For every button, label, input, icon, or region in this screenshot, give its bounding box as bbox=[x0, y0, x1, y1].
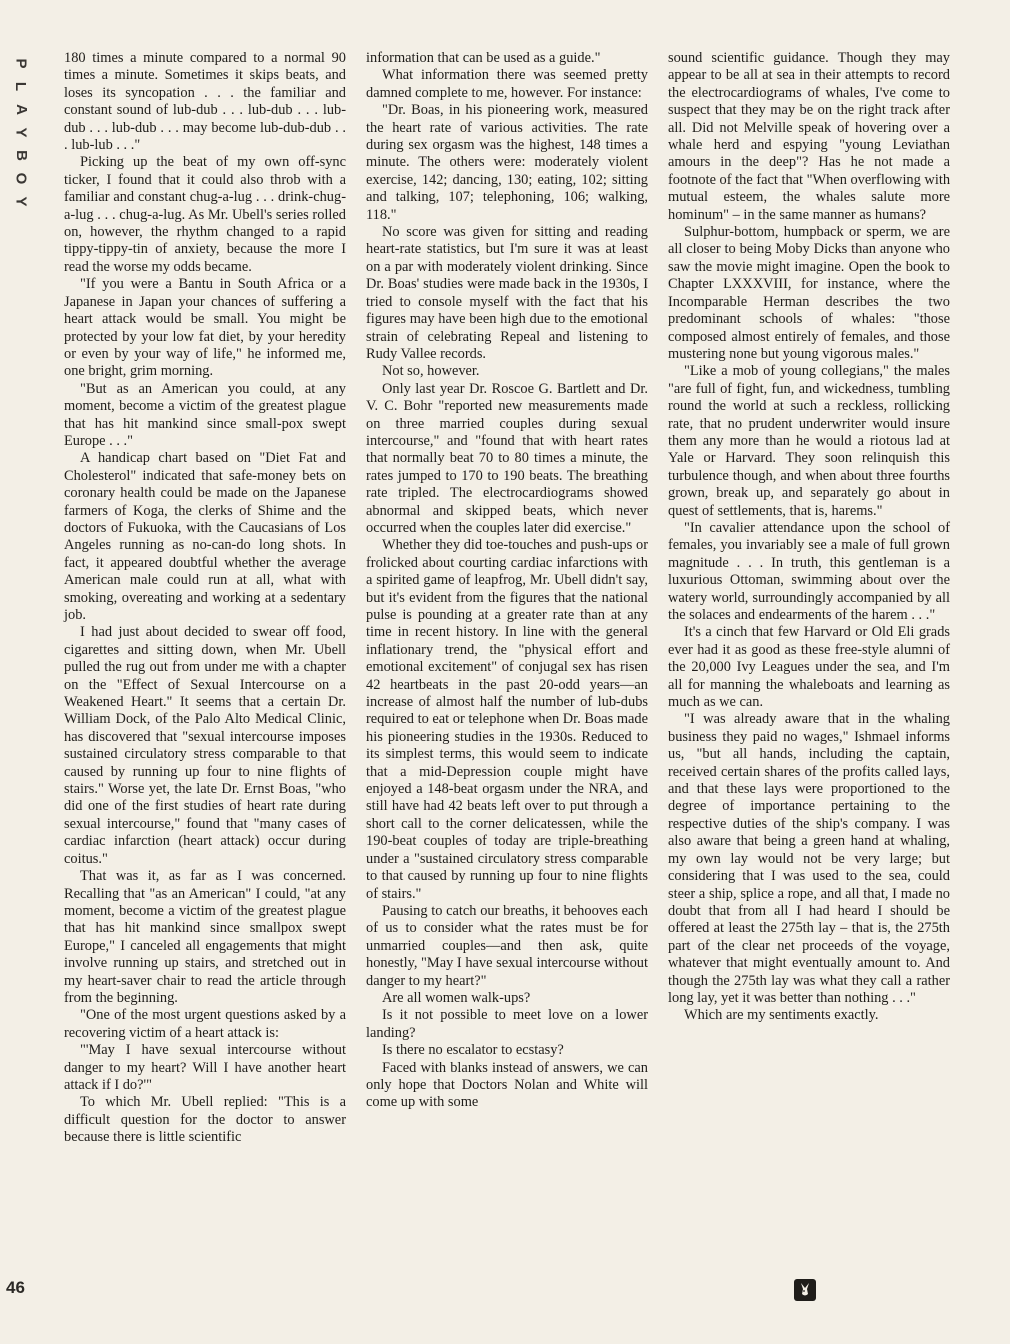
paragraph: sound scientific guidance. Though they may appear to be all at sea in their attempts to record the electrocardiograms of whales, I've come to suspect that they may be on the right track after all. Did not Melville speak of hovering over a whale herd and espying "young Leviathan amours in the deep"? Has he not made a footnote of the fact that "When overflowing with mutual esteem, the whales salute more hominum" – in the same manner as humans? bbox=[668, 50, 951, 223]
paragraph: "I was already aware that in the whaling business they paid no wages," Ishmael informs us, "but all hands, including the captain, received certain shares of the profits called lays, and that these lays were proportioned to the degree of importance pertaining to the respective duties of the ship's company. I was also aware that being a green hand at whaling, my own lay would not be very large; but considering that I was used to the sea, could steer a ship, splice a rope, and all that, I made no doubt that from all I had heard I should be offered at least the 275th lay – that is, the 275th part of the clear net proceeds of the voyage, whatever that might eventually amount to. And though the 275th lay was what they call a rather long lay, yet it was better than nothing . . ." bbox=[668, 711, 950, 1006]
paragraph: No score was given for sitting and reading heart-rate statistics, but I'm sure it was at least on a par with moderately violent drinking. Since Dr. Boas' studies were made back in the 1930s, I tried to console myself with the fact that his figures may have been high due to the emotional strain of celebrating Repeal and listening to Rudy Vallee records. bbox=[366, 224, 648, 362]
paragraph: "One of the most urgent questions asked by a recovering victim of a heart attack is: bbox=[64, 1007, 346, 1041]
paragraph: A handicap chart based on "Diet Fat and Cholesterol" indicated that safe-money bets on coronary health could be made on the Japanese farmers of Koga, the clerks of Shime and the doctors of Fukuoka, with the Caucasians of Los Angeles running as no-can-do long shots. In fact, it appeared doubtful whether the average American male could run at all, what with smoking, overeating and working at a sedentary job. bbox=[64, 450, 346, 623]
rabbit-head-icon-glyph bbox=[797, 1282, 813, 1298]
magazine-sidebar-logo bbox=[8, 52, 34, 213]
paragraph: Whether they did toe-touches and push-ups or frolicked about courting cardiac infarctions with a spirited game of leapfrog, Mr. Ubell didn't say, but it's evident from the figures that the national pulse is pounding at a greater rate than at any time in recent history. In line with the general inflationary trend, the "physical effort and emotional excitement" of conjugal sex has risen 42 heartbeats in the past 20-odd years—an increase of almost half the number of lub-dubs required to eat or telephone when Dr. Boas made his pioneering studies in the 1930s. Reduced to its simplest terms, this would seem to indicate that a mid-Depression couple might have enjoyed a 148-beat orgasm under the NRA, and still have had 42 beats left over to put through a short call to the corner delicatessen, while the 190-beat couples of today are triple-breathing under a "sustained circulatory stress comparable to that caused by running up four to nine flights of stairs." bbox=[366, 537, 648, 902]
paragraph: "Dr. Boas, in his pioneering work, measured the heart rate of various activities. The rate during sex orgasm was the highest, 148 times a minute. The others were: moderately violent exercise, 142; dancing, 130; eating, 102; sitting and talking, 107; telephoning, 106; walking, 118." bbox=[366, 102, 648, 223]
paragraph: Not so, however. bbox=[382, 363, 480, 380]
sidebar-letter: A bbox=[12, 104, 30, 115]
paragraph: Faced with blanks instead of answers, we can only hope that Doctors Nolan and White will come up with some bbox=[366, 1059, 648, 1111]
paragraph: information that can be used as a guide." bbox=[366, 50, 601, 66]
sidebar-letter: L bbox=[12, 81, 30, 92]
sidebar-letter: Y bbox=[12, 127, 30, 138]
paragraph: It's a cinch that few Harvard or Old Eli grads ever had it as good as these free-style alumni of the 20,000 Ivy Leagues under the sea, and I'm all for manning the whaleboats and learning as much as we can. bbox=[668, 624, 950, 711]
paragraph: What information there was seemed pretty damned complete to me, however. For instance: bbox=[366, 67, 648, 101]
paragraph: Are all women walk-ups? bbox=[382, 989, 531, 1006]
paragraph: Which are my sentiments exactly. bbox=[684, 1007, 879, 1024]
sidebar-letter: Y bbox=[12, 196, 30, 207]
paragraph: I had just about decided to swear off food, cigarettes and sitting down, when Mr. Ubell pulled the rug out from under me with a chapter on the "Effect of Sexual Intercourse on a Weakened Heart." It seems that a certain Dr. William Dock, of the Palo Alto Medical Clinic, has discovered that "sexual intercourse imposes sustained circulatory stress comparable to that caused by running up four to nine flights of stairs." Worse yet, the late Dr. Ernst Boas, "who did one of the first studies of heart rate during sexual intercourse," found that "many cases of cardiac infarction (heart attack) occur during coitus." bbox=[64, 624, 346, 867]
text-column-2 bbox=[366, 50, 648, 1112]
paragraph: "'May I have sexual intercourse without danger to my heart? Will I have another heart attack if I do?'" bbox=[64, 1042, 346, 1093]
text-column-1 bbox=[64, 50, 346, 1147]
paragraph: "In cavalier attendance upon the school of females, you invariably see a male of full grown magnitude . . . In truth, this gentleman is a luxurious Ottoman, swimming about over the watery world, surroundingly accompanied by all the solaces and endearments of the harem . . ." bbox=[668, 519, 950, 623]
paragraph: 180 times a minute compared to a normal 90 times a minute. Sometimes it skips beats, and loses its syncopation . . . the familiar and constant sound of lub-dub . . . lub-dub . . . lub-dub . . . lub-dub . . . may become lub-dub-dub . . . lub-lub . . ." bbox=[64, 50, 346, 154]
sidebar-letter: O bbox=[12, 172, 30, 185]
paragraph: Sulphur-bottom, humpback or sperm, we are all closer to being Moby Dicks than anyone who saw the movie might imagine. Open the book to Chapter LXXXVIII, for instance, where the Incomparable Herman describes the two predominant schools of whales: "those composed almost entirely of females, and those mustering none but young vigorous males." bbox=[668, 224, 950, 362]
sidebar-letter: P bbox=[12, 58, 30, 69]
paragraph: Is it not possible to meet love on a lower landing? bbox=[366, 1007, 648, 1041]
paragraph: "But as an American you could, at any moment, become a victim of the greatest plague that has hit mankind since small-pox swept Europe . . ." bbox=[64, 380, 346, 449]
sidebar-letter: B bbox=[12, 150, 30, 161]
paragraph: That was it, as far as I was concerned. Recalling that "as an American" I could, "at any moment, become a victim of the greatest plague that has hit mankind since smallpox swept Europe," I canceled all engagements that might involve running up stairs, and stretched out in my heart-saver chair to read the article through from the beginning. bbox=[64, 868, 346, 1006]
paragraph: Pausing to catch our breaths, it behooves each of us to consider what the rates must be for unmarried couples—and then ask, quite honestly, "May I have sexual intercourse without danger to my heart?" bbox=[366, 902, 648, 989]
paragraph: To which Mr. Ubell replied: "This is a difficult question for the doctor to answer because there is little scientific bbox=[64, 1094, 346, 1146]
paragraph: Is there no escalator to ecstasy? bbox=[382, 1042, 564, 1059]
page-number: 46 bbox=[6, 1278, 25, 1297]
paragraph: Picking up the beat of my own off-sync ticker, I found that it could also throb with a familiar and constant chug-a-lug . . . drink-chug-a-lug . . . chug-a-lug. As Mr. Ubell's series rolled on, however, the rhythm changed to a rapid tippy-tippy-tin of anxiety, because the more I read the worse my odds became. bbox=[64, 154, 346, 275]
paragraph: "Like a mob of young collegians," the males "are full of fight, fun, and wickedness, tumbling round the world at such a reckless, rollicking rate, that no prudent underwriter would insure them any more than he would a riotous lad at Yale or Harvard. They soon relinquish this turbulence though, and when about three fourths grown, break up, and separately go about in quest of settlements, that is, harems." bbox=[668, 363, 950, 519]
text-column-3 bbox=[668, 50, 950, 1025]
paragraph: "If you were a Bantu in South Africa or a Japanese in Japan your chances of suffering a heart attack would be small. You might be protected by your low fat diet, by your heredity or even by your way of life," he informed me, one bright, grim morning. bbox=[64, 276, 346, 380]
rabbit-head-icon bbox=[794, 1279, 816, 1301]
paragraph: Only last year Dr. Roscoe G. Bartlett and Dr. V. C. Bohr "reported new measurements made on three married couples during sexual intercourse," and "found that with heart rates that normally beat 70 to 80 times a minute, the rates jumped to 170 to 190 beats. The breathing rate tripled. The electrocardiograms showed abnormal and skipped beats, which never occurred when the couples later did exercise." bbox=[366, 380, 648, 536]
